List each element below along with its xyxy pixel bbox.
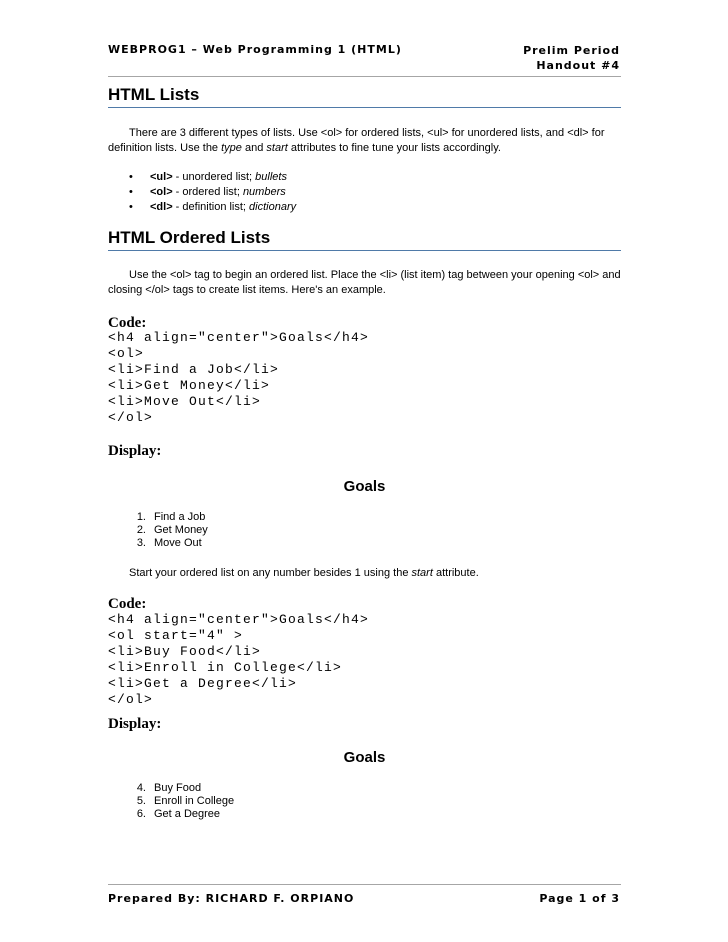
list-item-text: Find a Job <box>154 511 206 523</box>
footer-page-number: Page 1 of 3 <box>539 892 620 905</box>
bullet-icon: • <box>129 186 133 198</box>
list-item-number: 1. <box>136 511 146 523</box>
list-item <box>108 524 208 537</box>
footer-author: Prepared By: RICHARD F. ORPIANO <box>108 892 355 905</box>
section-divider <box>108 250 621 251</box>
tag-name: <ol> <box>150 186 173 198</box>
tag-keyword: numbers <box>242 186 286 198</box>
header-divider <box>108 76 621 77</box>
bullet-icon: • <box>129 171 133 183</box>
list-item <box>108 795 234 808</box>
goals-heading-example2: Goals <box>343 749 386 766</box>
code-label: Code: <box>108 596 147 612</box>
code-block-example1: <h4 align="center">Goals</h4> <ol> <li>Find a Job</li> <li>Get Money</li> <li>Move Out</li> </ol> <box>108 330 370 425</box>
intro-text-segment: and <box>241 142 267 154</box>
section-title-html-lists: HTML Lists <box>108 85 200 104</box>
list-item <box>108 170 296 185</box>
list-item-number: 4. <box>136 782 146 794</box>
list-item-number: 6. <box>136 808 146 820</box>
ordered-list-example2 <box>108 782 234 821</box>
list-item-number: 3. <box>136 537 146 549</box>
tag-name: <ul> <box>150 171 173 183</box>
list-item-text: Get a Degree <box>154 808 221 820</box>
list-item <box>108 200 296 215</box>
intro-text-segment: type <box>221 142 242 154</box>
header-period <box>523 43 620 73</box>
display-label: Display: <box>108 716 162 732</box>
list-item <box>108 511 208 524</box>
middle-text-segment: Start your ordered list on any number besides 1 using the <box>129 567 412 579</box>
list-types-bullet-list <box>108 170 296 215</box>
list-item-text: Buy Food <box>154 782 202 794</box>
list-item <box>108 537 208 550</box>
list-item-number: 2. <box>136 524 146 536</box>
tag-description: - unordered list; <box>172 171 256 183</box>
intro-text-segment: attributes to fine tune your lists accordingly. <box>287 142 501 154</box>
footer-divider <box>108 884 621 885</box>
header-course-title: WEBPROG1 – Web Programming 1 (HTML) <box>108 43 402 56</box>
section-divider <box>108 107 621 108</box>
section-title-ordered-lists: HTML Ordered Lists <box>108 228 271 247</box>
tag-keyword: dictionary <box>249 201 297 213</box>
display-label: Display: <box>108 443 162 459</box>
list-item <box>108 808 234 821</box>
tag-description: - definition list; <box>172 201 250 213</box>
intro-text-segment: There are 3 different types of lists. Use <ol> for ordered lists, <ul> for unordered lists, and <dl> for definition lists. Use the <box>108 127 605 154</box>
middle-text-segment: start <box>411 567 433 579</box>
list-item <box>108 782 234 795</box>
list-item-text: Enroll in College <box>154 795 235 807</box>
code-label: Code: <box>108 315 147 331</box>
section2-intro-paragraph: Use the <ol> tag to begin an ordered list. Place the <li> (list item) tag between your opening <ol> and closing </ol> tags to create list items. Here's an example. <box>108 269 621 296</box>
header-period-line1: Prelim Period <box>523 44 620 57</box>
list-item-text: Get Money <box>154 524 208 536</box>
section1-intro-paragraph <box>108 126 621 156</box>
start-attribute-paragraph <box>129 566 621 581</box>
goals-heading-example1: Goals <box>343 478 386 495</box>
ordered-list-example1 <box>108 511 208 550</box>
middle-text-segment: attribute. <box>432 567 479 579</box>
code-block-example2: <h4 align="center">Goals</h4> <ol start="4" > <li>Buy Food</li> <li>Enroll in College</li> <li>Get a Degree</li> </ol> <box>108 612 370 707</box>
bullet-icon: • <box>129 201 133 213</box>
tag-description: - ordered list; <box>172 186 243 198</box>
list-item <box>108 185 296 200</box>
list-item-text: Move Out <box>154 537 202 549</box>
intro-text-segment: start <box>266 142 288 154</box>
header-handout-line2: Handout #4 <box>536 59 620 72</box>
tag-name: <dl> <box>150 201 173 213</box>
list-item-number: 5. <box>136 795 146 807</box>
tag-keyword: bullets <box>255 171 287 183</box>
